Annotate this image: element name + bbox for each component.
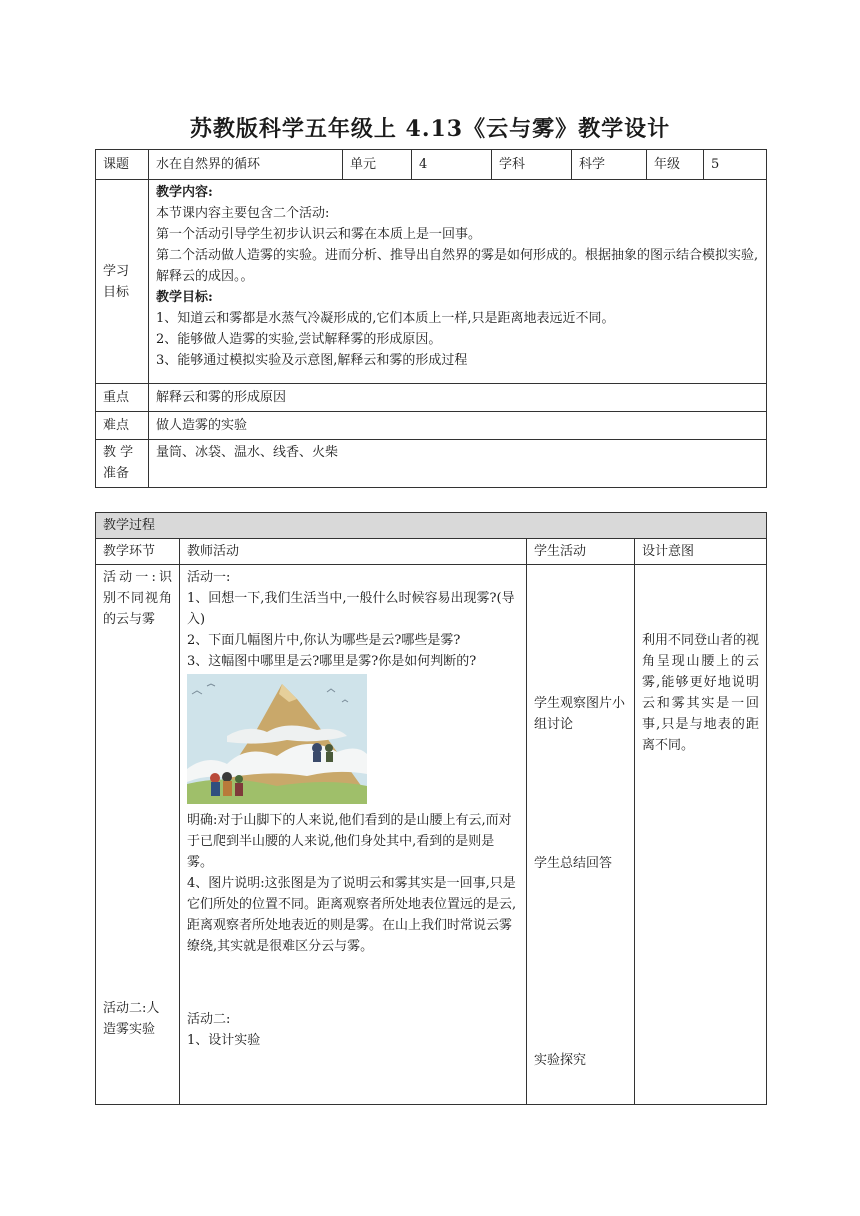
content-heading: 教学内容: [156, 185, 213, 200]
teacher-line: 2、下面几幅图片中,你认为哪些是云?哪些是雾? [187, 633, 461, 648]
difficulty-value: 做人造雾的实验 [149, 412, 767, 440]
difficulty-label: 难点 [96, 412, 149, 440]
student-activity: 学生总结回答 [534, 856, 613, 871]
grade-label: 年级 [647, 150, 704, 180]
intent-cell [635, 565, 767, 1105]
design-intent: 利用不同登山者的视角呈现山腰上的云雾,能够更好地说明云和雾其实是一回事,只是与地表的距离不同。 [642, 633, 760, 753]
content-line: 本节课内容主要包含二个活动: [156, 206, 330, 221]
teacher-line: 活动一: [187, 570, 231, 585]
unit-label: 单元 [343, 150, 412, 180]
teacher-line: 1、设计实验 [187, 1033, 261, 1048]
col-student: 学生活动 [527, 539, 635, 565]
objectives-content [149, 180, 767, 384]
student-cell [527, 565, 635, 1105]
prep-label: 教 学 准备 [96, 440, 149, 488]
mountain-cloud-illustration [187, 674, 367, 804]
subject-value: 科学 [572, 150, 647, 180]
student-activity: 实验探究 [534, 1053, 587, 1068]
key-point-value: 解释云和雾的形成原因 [149, 384, 767, 412]
teacher-line: 4、图片说明:这张图是为了说明云和雾其实是一回事,只是它们所处的位置不同。距离观察者所处地表位置远的是云,距离观察者所处地表近的则是雾。在山上我们时常说云雾缭绕,其实就是很难区分云与雾。 [187, 876, 517, 954]
prep-value: 量筒、冰袋、温水、线香、火柴 [149, 440, 767, 488]
unit-value: 4 [412, 150, 492, 180]
goal-line: 2、能够做人造雾的实验,尝试解释雾的形成原因。 [156, 332, 442, 347]
content-line: 第一个活动引导学生初步认识云和雾在本质上是一回事。 [156, 227, 482, 242]
student-activity: 学生观察图片小组讨论 [534, 696, 626, 732]
document-title: 苏教版科学五年级上 4.13《云与雾》教学设计 [189, 116, 671, 142]
goal-heading: 教学目标: [156, 290, 213, 305]
lesson-info-table [95, 149, 767, 488]
objectives-label: 学习 目标 [96, 180, 149, 384]
col-teacher: 教师活动 [180, 539, 527, 565]
col-intent: 设计意图 [635, 539, 767, 565]
grade-value: 5 [704, 150, 767, 180]
stage-cell [96, 565, 180, 1105]
teacher-cell [180, 565, 527, 1105]
col-stage: 教学环节 [96, 539, 180, 565]
topic-value: 水在自然界的循环 [149, 150, 343, 180]
process-header: 教学过程 [96, 513, 767, 539]
topic-label: 课题 [96, 150, 149, 180]
key-point-label: 重点 [96, 384, 149, 412]
content-line: 第二个活动做人造雾的实验。进而分析、推导出自然界的雾是如何形成的。根据抽象的图示结合模拟实验,解释云的成因。。 [156, 248, 759, 284]
teacher-line: 3、这幅图中哪里是云?哪里是雾?你是如何判断的? [187, 654, 477, 669]
teacher-line: 明确:对于山脚下的人来说,他们看到的是山腰上有云,而对于已爬到半山腰的人来说,他们身处其中,看到的是则是雾。 [187, 813, 512, 870]
teacher-line: 活动二: [187, 1012, 231, 1027]
teaching-process-table [95, 512, 767, 1105]
subject-label: 学科 [492, 150, 572, 180]
goal-line: 1、知道云和雾都是水蒸气冷凝形成的,它们本质上一样,只是距离地表远近不同。 [156, 311, 615, 326]
stage-activity1: 活动一:识别不同视角的云与雾 [103, 570, 172, 627]
stage-activity2: 活动二:人造雾实验 [103, 1001, 160, 1037]
goal-line: 3、能够通过模拟实验及示意图,解释云和雾的形成过程 [156, 353, 468, 368]
teacher-line: 1、回想一下,我们生活当中,一般什么时候容易出现雾?(导入) [187, 591, 515, 627]
